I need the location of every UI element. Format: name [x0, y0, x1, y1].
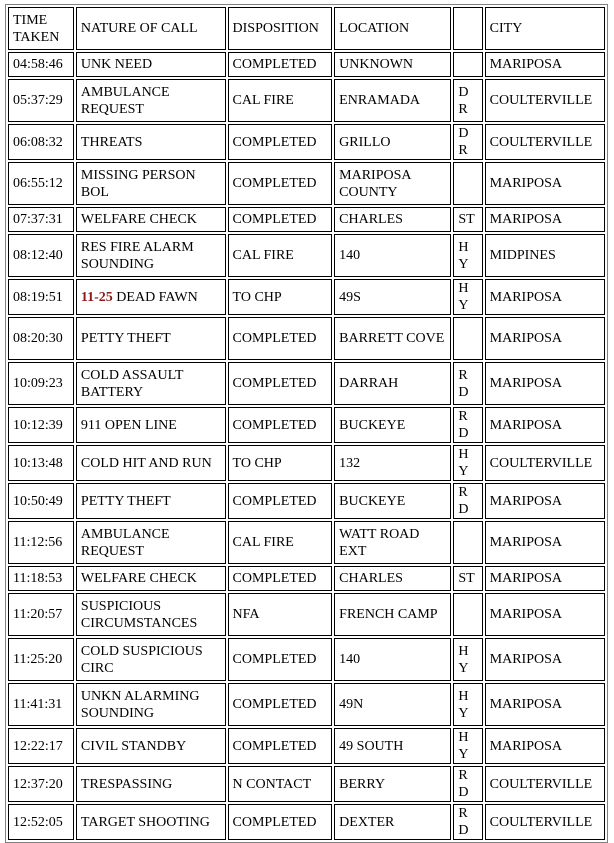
time-cell: 07:37:31	[8, 207, 74, 232]
city-cell: COULTERVILLE	[485, 124, 605, 160]
nature-cell	[76, 521, 226, 564]
suffix-cell: RD	[453, 483, 482, 519]
location-cell: 49N	[334, 683, 451, 726]
table-row	[8, 445, 605, 481]
table-row	[8, 279, 605, 315]
time-cell: 10:13:48	[8, 445, 74, 481]
nature-cell	[76, 124, 226, 160]
nature-text: 911 OPEN LINE	[80, 417, 177, 433]
city-cell: MARIPOSA	[485, 407, 605, 443]
city-cell: MARIPOSA	[485, 483, 605, 519]
time-cell: 06:55:12	[8, 162, 74, 205]
city-cell: MIDPINES	[485, 234, 605, 277]
time-cell: 08:19:51	[8, 279, 74, 315]
city-cell: COULTERVILLE	[485, 804, 605, 840]
location-cell: 49S	[334, 279, 451, 315]
disposition-cell: NFA	[228, 593, 333, 636]
nature-cell	[76, 279, 226, 315]
disposition-cell: COMPLETED	[228, 683, 333, 726]
table-row	[8, 207, 605, 232]
disposition-cell: COMPLETED	[228, 728, 333, 764]
nature-cell	[76, 566, 226, 591]
nature-text: CIVIL STANDBY	[80, 738, 187, 754]
table-row	[8, 317, 605, 360]
table-row	[8, 79, 605, 122]
suffix-cell: HY	[453, 279, 482, 315]
nature-cell	[76, 362, 226, 405]
table-row	[8, 593, 605, 636]
location-cell: CHARLES	[334, 566, 451, 591]
suffix-cell: RD	[453, 766, 482, 802]
nature-cell	[76, 483, 226, 519]
table-row	[8, 683, 605, 726]
nature-cell	[76, 317, 226, 360]
disposition-cell: COMPLETED	[228, 407, 333, 443]
suffix-cell: HY	[453, 683, 482, 726]
time-cell: 06:08:32	[8, 124, 74, 160]
disposition-cell: COMPLETED	[228, 638, 333, 681]
disposition-cell: CAL FIRE	[228, 521, 333, 564]
table-row	[8, 521, 605, 564]
nature-cell	[76, 445, 226, 481]
city-cell: COULTERVILLE	[485, 79, 605, 122]
disposition-cell: COMPLETED	[228, 362, 333, 405]
header-nature-of-call: NATURE OF CALL	[76, 7, 226, 50]
suffix-cell	[453, 521, 482, 564]
disposition-cell: TO CHP	[228, 445, 333, 481]
city-cell: COULTERVILLE	[485, 766, 605, 802]
suffix-cell: HY	[453, 728, 482, 764]
disposition-cell: COMPLETED	[228, 804, 333, 840]
nature-text: COLD HIT AND RUN	[80, 455, 212, 471]
suffix-cell	[453, 593, 482, 636]
header-city: CITY	[485, 7, 605, 50]
disposition-cell: COMPLETED	[228, 566, 333, 591]
time-cell: 11:18:53	[8, 566, 74, 591]
nature-text: COLD SUSPICIOUS CIRC	[80, 643, 203, 676]
suffix-cell: RD	[453, 407, 482, 443]
nature-cell	[76, 207, 226, 232]
nature-text: COLD ASSAULT BATTERY	[80, 367, 184, 400]
nature-cell	[76, 593, 226, 636]
suffix-cell	[453, 52, 482, 77]
nature-cell	[76, 804, 226, 840]
nature-text: PETTY THEFT	[80, 331, 171, 346]
nature-text: MISSING PERSON BOL	[80, 167, 196, 200]
disposition-cell: COMPLETED	[228, 162, 333, 205]
location-cell: BUCKEYE	[334, 483, 451, 519]
nature-cell	[76, 683, 226, 726]
table-row	[8, 234, 605, 277]
header-suffix	[453, 7, 482, 50]
location-cell: 140	[334, 234, 451, 277]
nature-cell	[76, 638, 226, 681]
city-cell: MARIPOSA	[485, 521, 605, 564]
location-cell: BARRETT COVE	[334, 317, 451, 360]
time-cell: 12:22:17	[8, 728, 74, 764]
time-cell: 10:50:49	[8, 483, 74, 519]
nature-text: WELFARE CHECK	[80, 212, 197, 227]
table-row	[8, 124, 605, 160]
location-cell: UNKNOWN	[334, 52, 451, 77]
time-cell: 08:20:30	[8, 317, 74, 360]
nature-cell	[76, 728, 226, 764]
location-cell: 49 SOUTH	[334, 728, 451, 764]
nature-text: AMBULANCE REQUEST	[80, 84, 170, 117]
time-cell: 11:12:56	[8, 521, 74, 564]
time-cell: 11:20:57	[8, 593, 74, 636]
header-location: LOCATION	[334, 7, 451, 50]
nature-text: THREATS	[80, 134, 143, 150]
disposition-cell: N CONTACT	[228, 766, 333, 802]
suffix-cell: DR	[453, 124, 482, 160]
disposition-cell: COMPLETED	[228, 207, 333, 232]
nature-text: PETTY THEFT	[80, 493, 171, 509]
disposition-cell: COMPLETED	[228, 317, 333, 360]
table-row	[8, 728, 605, 764]
time-cell: 11:41:31	[8, 683, 74, 726]
location-cell: GRILLO	[334, 124, 451, 160]
suffix-cell: RD	[453, 362, 482, 405]
suffix-cell: HY	[453, 638, 482, 681]
time-cell: 11:25:20	[8, 638, 74, 681]
location-cell: DEXTER	[334, 804, 451, 840]
location-cell: CHARLES	[334, 207, 451, 232]
location-cell: BERRY	[334, 766, 451, 802]
nature-cell	[76, 162, 226, 205]
location-cell: WATT ROAD EXT	[334, 521, 451, 564]
city-cell: MARIPOSA	[485, 317, 605, 360]
location-cell: DARRAH	[334, 362, 451, 405]
city-cell: MARIPOSA	[485, 362, 605, 405]
call-code: 11-25	[80, 289, 113, 305]
table-row	[8, 162, 605, 205]
city-cell: MARIPOSA	[485, 566, 605, 591]
nature-text: UNKN ALARMING SOUNDING	[80, 688, 200, 721]
nature-cell	[76, 79, 226, 122]
nature-cell	[76, 407, 226, 443]
city-cell: MARIPOSA	[485, 207, 605, 232]
suffix-cell: DR	[453, 79, 482, 122]
city-cell: MARIPOSA	[485, 683, 605, 726]
disposition-cell: TO CHP	[228, 279, 333, 315]
location-cell: MARIPOSA COUNTY	[334, 162, 451, 205]
city-cell: MARIPOSA	[485, 162, 605, 205]
table-row	[8, 407, 605, 443]
suffix-cell: RD	[453, 804, 482, 840]
table-row	[8, 804, 605, 840]
city-cell: COULTERVILLE	[485, 445, 605, 481]
time-cell: 10:12:39	[8, 407, 74, 443]
nature-cell	[76, 234, 226, 277]
location-cell: 140	[334, 638, 451, 681]
time-cell: 12:52:05	[8, 804, 74, 840]
city-cell: MARIPOSA	[485, 279, 605, 315]
nature-cell	[76, 766, 226, 802]
table-row	[8, 566, 605, 591]
call-log-body	[8, 7, 605, 840]
time-cell: 08:12:40	[8, 234, 74, 277]
suffix-cell	[453, 162, 482, 205]
table-row	[8, 638, 605, 681]
nature-text: SUSPICIOUS CIRCUMSTANCES	[80, 598, 198, 631]
header-disposition: DISPOSITION	[228, 7, 333, 50]
nature-text: TRESPASSING	[80, 776, 173, 792]
city-cell: MARIPOSA	[485, 593, 605, 636]
nature-text: TARGET SHOOTING	[80, 814, 210, 830]
table-row	[8, 483, 605, 519]
city-cell: MARIPOSA	[485, 728, 605, 764]
suffix-cell: ST	[453, 566, 482, 591]
location-cell: FRENCH CAMP	[334, 593, 451, 636]
disposition-cell: COMPLETED	[228, 52, 333, 77]
nature-text: UNK NEED	[80, 57, 153, 72]
header-time-taken: TIME TAKEN	[8, 7, 74, 50]
nature-text: RES FIRE ALARM SOUNDING	[80, 239, 194, 272]
call-log-table	[5, 4, 608, 843]
suffix-cell	[453, 317, 482, 360]
location-cell: ENRAMADA	[334, 79, 451, 122]
suffix-cell: ST	[453, 207, 482, 232]
nature-text: WELFARE CHECK	[80, 571, 197, 586]
table-row	[8, 52, 605, 77]
nature-text: AMBULANCE REQUEST	[80, 526, 170, 559]
header-row	[8, 7, 605, 50]
city-cell: MARIPOSA	[485, 638, 605, 681]
time-cell: 12:37:20	[8, 766, 74, 802]
disposition-cell: CAL FIRE	[228, 234, 333, 277]
table-row	[8, 362, 605, 405]
time-cell: 04:58:46	[8, 52, 74, 77]
time-cell: 05:37:29	[8, 79, 74, 122]
nature-cell	[76, 52, 226, 77]
city-cell: MARIPOSA	[485, 52, 605, 77]
table-row	[8, 766, 605, 802]
suffix-cell: HY	[453, 445, 482, 481]
disposition-cell: COMPLETED	[228, 124, 333, 160]
location-cell: BUCKEYE	[334, 407, 451, 443]
disposition-cell: COMPLETED	[228, 483, 333, 519]
location-cell: 132	[334, 445, 451, 481]
disposition-cell: CAL FIRE	[228, 79, 333, 122]
nature-text: DEAD FAWN	[116, 289, 198, 305]
time-cell: 10:09:23	[8, 362, 74, 405]
suffix-cell: HY	[453, 234, 482, 277]
